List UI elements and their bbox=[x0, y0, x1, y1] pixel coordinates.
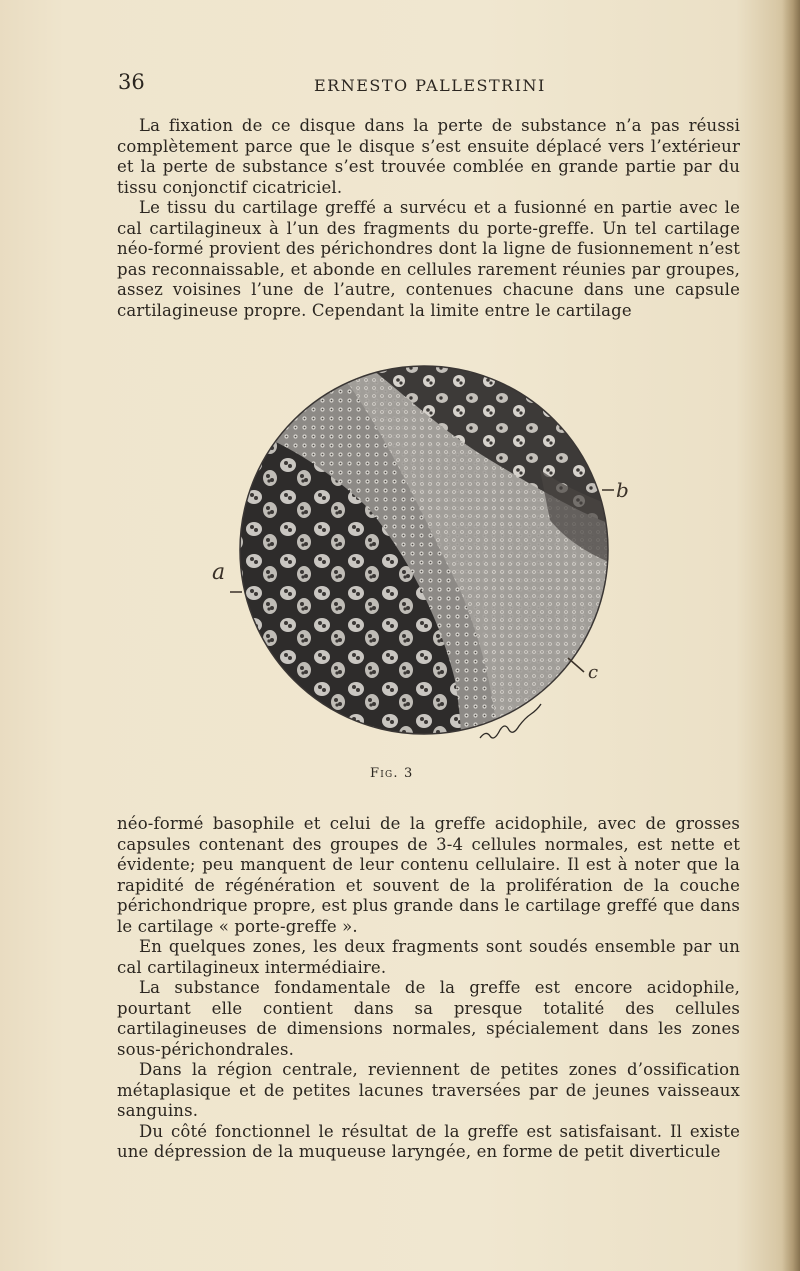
paragraph: Du côté fonctionnel le résultat de la greffe est satisfaisant. Il existe une dépression de la muqueuse laryngée, en forme de petit diverticule bbox=[117, 1121, 740, 1161]
running-head bbox=[118, 70, 718, 100]
figure-label-a: a bbox=[212, 560, 226, 585]
paragraph: Dans la région centrale, reviennent de petites zones d’ossification métaplasique et de petites lacunes traversées par de jeunes vaisseaux sanguins. bbox=[117, 1060, 740, 1120]
histology-figure bbox=[210, 360, 630, 760]
body-text-bottom bbox=[117, 814, 740, 1163]
paragraph: La fixation de ce disque dans la perte de substance n’a pas réussi complètement parce que le disque s’est ensuite déplacé vers l’extérieur et la perte de substance s’est trouvée comblée en grande partie par du tissu conjonctif cicatriciel. bbox=[117, 116, 740, 197]
figure-label-b: b bbox=[616, 478, 629, 502]
page-edge-shadow bbox=[782, 0, 800, 1271]
page-number: 36 bbox=[118, 70, 145, 94]
running-title: ERNESTO PALLESTRINI bbox=[314, 76, 546, 95]
figure-label-c: c bbox=[588, 662, 599, 683]
paragraph: Le tissu du cartilage greffé a survécu et a fusionné en partie avec le cal cartilagineux à l’un des fragments du porte-greffe. Un tel cartilage néo-formé provient des périchondres dont la ligne de fusionnement n’est pas reconnaissable, et abonde en cellules rarement réunies par groupes, assez voisines l’une de l’autre, contenues chacune dans une capsule cartilagineuse propre. Cependant la limite entre le cartilage bbox=[117, 198, 740, 320]
micrograph-illustration bbox=[210, 360, 630, 760]
paragraph-continuation: néo-formé basophile et celui de la greffe acidophile, avec de grosses capsules contenant des groupes de 3-4 cellules normales, est nette et évidente; peu manquent de leur contenu cellulaire. Il est à noter que la rapidité de régénération et souvent de la prolifération de la couche périchondrique propre, est plus grande dans le cartilage greffé que dans le cartilage « porte-greffe ». bbox=[117, 814, 740, 936]
paragraph: La substance fondamentale de la greffe est encore acidophile, pourtant elle contient dans sa presque totalité des cellules cartilagineuses de dimensions normales, spécialement dans les zones sous-périchondrales. bbox=[117, 978, 740, 1059]
body-text-top bbox=[117, 116, 740, 321]
figure-caption: Fig. 3 bbox=[370, 766, 414, 781]
paragraph: En quelques zones, les deux fragments sont soudés ensemble par un cal cartilagineux intermédiaire. bbox=[117, 937, 740, 977]
